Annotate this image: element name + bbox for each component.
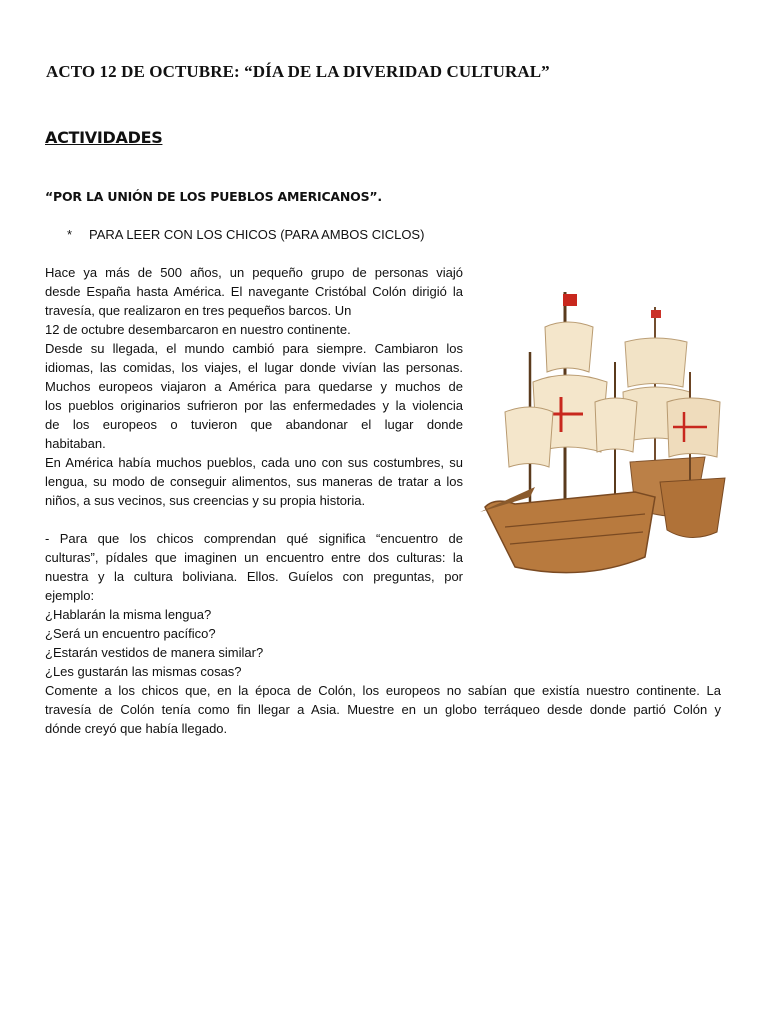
text-line: idiomas, las comidas, los viajes, el lugar donde vivían las personas. (45, 360, 463, 375)
text-line: nuestra y la cultura boliviana. Ellos. Guíelos con preguntas, por (45, 569, 463, 584)
text-line: dónde creyó que había llegado. (45, 721, 228, 736)
text-line: los pueblos originarios sufrieron por las enfermedades y la violencia (45, 398, 463, 413)
text-line: niños, a sus vecinos, sus creencias y su propia historia. (45, 493, 366, 508)
text-line: culturas”, pídales que imaginen un encuentro entre dos culturas: la (45, 550, 463, 565)
section-heading: ACTIVIDADES (45, 128, 163, 147)
text-line: desde España hasta América. El navegante Cristóbal Colón dirigió la (45, 284, 463, 299)
bullet-mark: * (67, 227, 73, 242)
subheading: “POR LA UNIÓN DE LOS PUEBLOS AMERICANOS”. (45, 189, 382, 204)
text-line: travesía, que realizaron en tres pequeños barcos. Un (45, 303, 352, 318)
paragraph-activity (45, 529, 463, 605)
bullet-item (67, 227, 424, 242)
text-line: Comente a los chicos que, en la época de Colón, los europeos no sabían que existía nuestro continente. La (45, 683, 721, 698)
paragraph-closing (45, 681, 721, 738)
text-line: Muchos europeos viajaron a América para quedarse y muchos de (45, 379, 463, 394)
question-item: ¿Hablarán la misma lengua? (45, 607, 212, 622)
text-line: - Para que los chicos comprendan qué significa “encuentro de (45, 531, 463, 546)
bullet-text: PARA LEER CON LOS CHICOS (PARA AMBOS CICLOS) (89, 227, 425, 242)
paragraph-history (45, 263, 463, 510)
question-list (45, 605, 463, 681)
text-line: Hace ya más de 500 años, un pequeño grupo de personas viajó (45, 265, 463, 280)
caravel-ships-illustration (475, 282, 733, 592)
text-line: habitaban. (45, 436, 106, 451)
text-line: travesía de Colón tenía como fin llegar a Asia. Muestre en un globo terráqueo desde donde partió Colón y (45, 702, 721, 717)
text-line: En América había muchos pueblos, cada uno con sus costumbres, su (45, 455, 463, 470)
question-item: ¿Será un encuentro pacífico? (45, 626, 216, 641)
question-item: ¿Les gustarán las mismas cosas? (45, 664, 242, 679)
ship-front (480, 292, 655, 573)
text-line: de los europeos o tuvieron que abandonar el lugar donde (45, 417, 463, 432)
text-line: ejemplo: (45, 588, 95, 603)
text-line: lengua, su modo de conseguir alimentos, sus maneras de tratar a los (45, 474, 463, 489)
document-title: ACTO 12 DE OCTUBRE: “DÍA DE LA DIVERIDAD CULTURAL” (46, 62, 550, 81)
text-line: 12 de octubre desembarcaron en nuestro continente. (45, 322, 351, 337)
text-line: Desde su llegada, el mundo cambió para siempre. Cambiaron los (45, 341, 463, 356)
question-item: ¿Estarán vestidos de manera similar? (45, 645, 264, 660)
